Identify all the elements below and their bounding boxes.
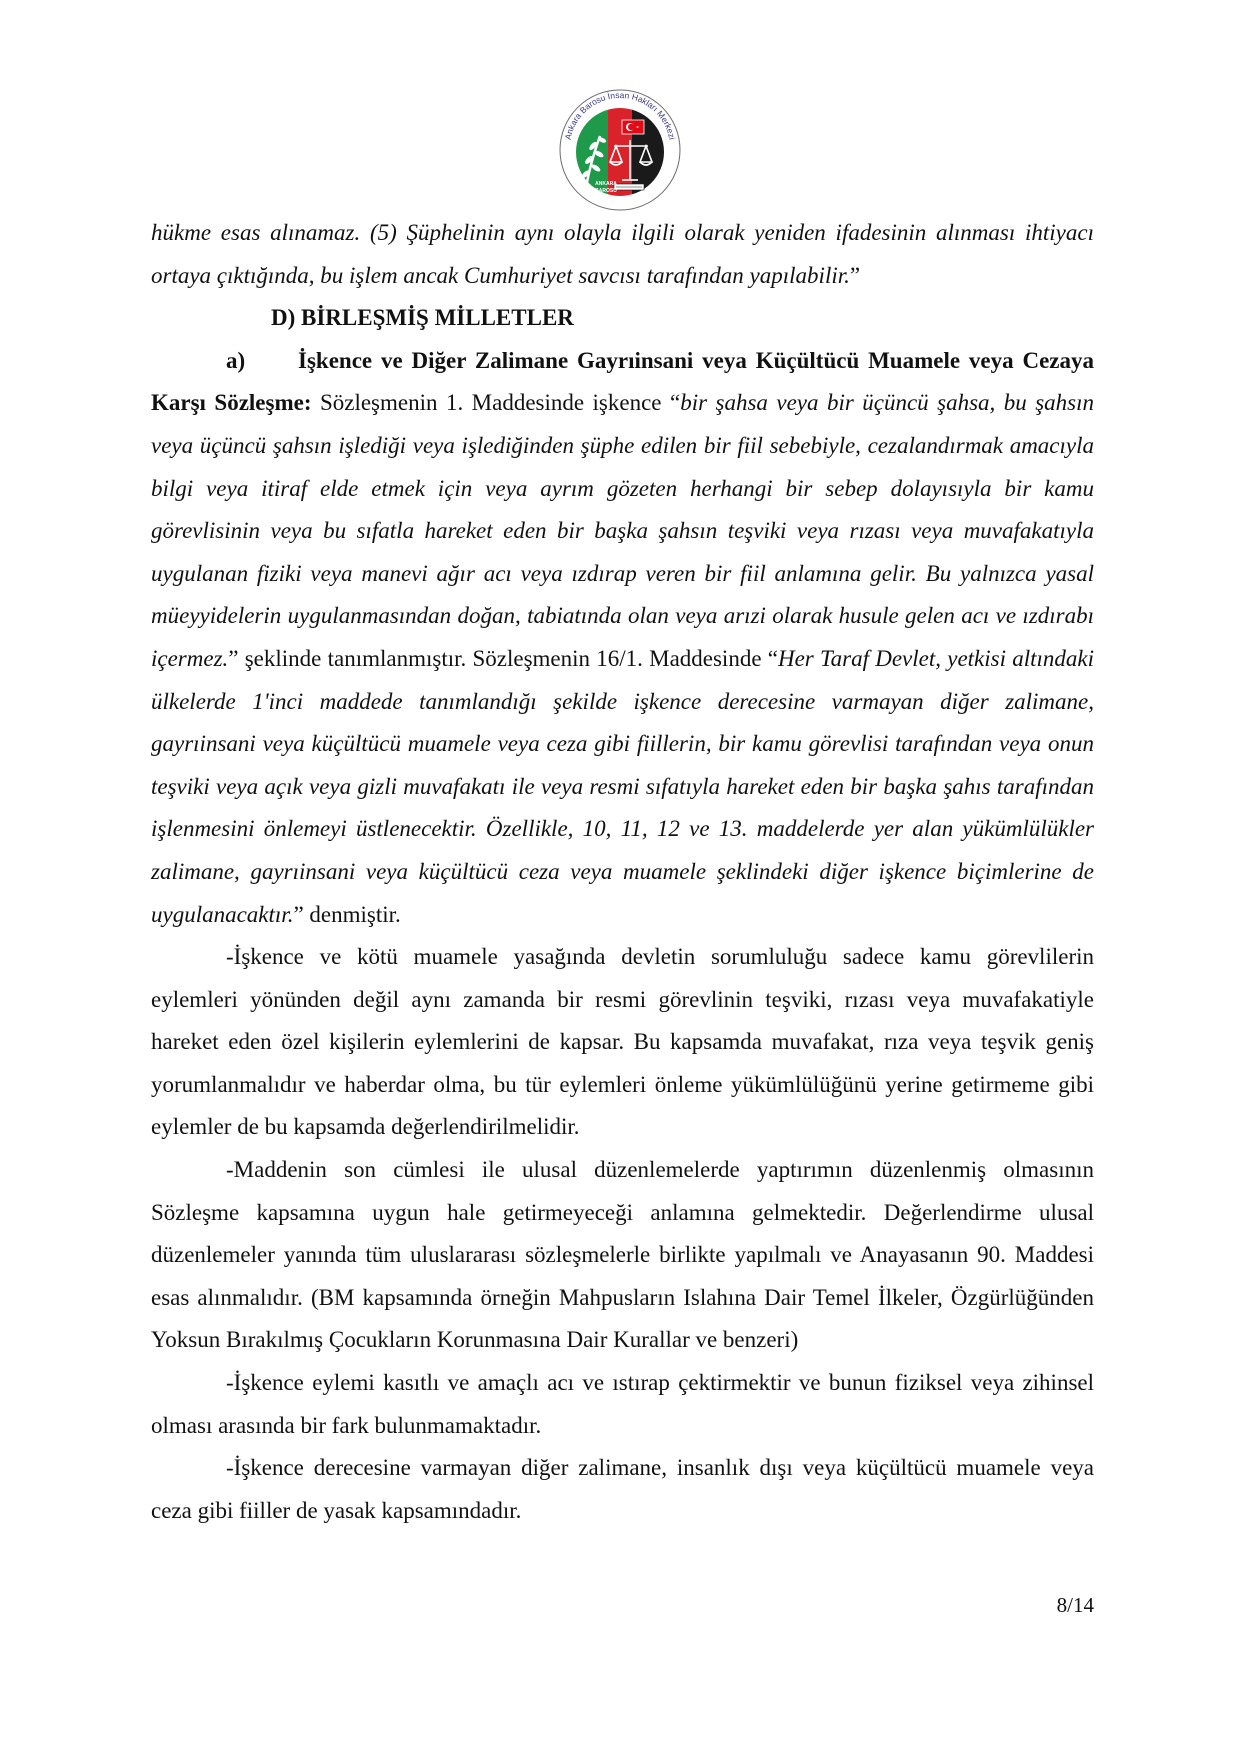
- article-1-quote: bir şahsa veya bir üçüncü şahsa, bu şahsın veya üçüncü şahsın işlediği veya işlediğinden şüphe edilen bir fiil sebebiyle, cezalandırmak amacıyla bilgi veya itiraf elde etmek için veya ayrım gözeten herhangi bir sebep dolayısıyla bir kamu görevlisinin veya bu sıfatla hareket eden bir başka şahsın teşviki veya rızası veya muvafakatıyla uygulanan fiziki veya manevi ağır acı veya ızdırap veren bir fiil anlamına gelir. Bu yalnızca yasal müeyyidelerin uygulanmasından doğan, tabiatında olan veya arızi olarak husule gelen acı ve ızdırabı içermez.: [151, 390, 1094, 671]
- closing-quote: ”: [849, 262, 861, 288]
- book-icon: [614, 184, 644, 190]
- paragraph-state-responsibility: -İşkence ve kötü muamele yasağında devletin sorumluluğu sadece kamu görevlilerin eylemleri yönünden değil aynı zamanda bir resmi görevlinin teşviki, rızası veya muvafakatiyle hareket eden özel kişilerin eylemlerini de kapsar. Bu kapsamda muvafakat, rıza veya teşvik geniş yorumlanmalıdır ve haberdar olma, bu tür eylemleri önleme yükümlülüğünü yerine getirmeme gibi eylemler de bu kapsamda değerlendirilmelidir.: [151, 944, 1094, 1140]
- item-middle: ” şeklinde tanımlanmıştır. Sözleşmenin 16/1. Maddesinde “: [228, 645, 778, 671]
- item-intro: Sözleşmenin 1. Maddesinde işkence “: [311, 390, 681, 416]
- quoted-text: hükme esas alınamaz. (5) Şüphelinin aynı olayla ilgili olarak yeniden ifadesinin alınması ihtiyacı ortaya çıktığında, bu işlem ancak Cumhuriyet savcısı tarafından yapılabilir.: [151, 220, 1094, 288]
- convention-title: İşkence ve Diğer Zalimane Gayrıinsani veya Küçültücü Muamele veya Cezaya Karşı Sözleşme:: [151, 347, 1094, 416]
- list-item-a: [151, 340, 1094, 936]
- logo-arc-text: Ankara Barosu İnsan Hakları Merkezi: [562, 89, 678, 141]
- paragraph-other-acts: -İşkence derecesine varmayan diğer zalimane, insanlık dışı veya küçültücü muamele veya ceza gibi fiiller de yasak kapsamındadır.: [151, 1455, 1094, 1523]
- article-16-quote: Her Taraf Devlet, yetkisi altındaki ülkelerde 1'inci maddede tanımlandığı şekilde işkence derecesine varmayan diğer zalimane, gayrıinsani veya küçültücü muamele veya ceza gibi fiillerin, bir kamu görevlisi tarafından veya onun teşviki veya açık veya gizli muvafakatı ile veya resmi sıfatıyla hareket eden bir başka şahıs tarafından işlenmesini önlemeyi üstlenecektir. Özellikle, 10, 11, 12 ve 13. maddelerde yer alan yükümlülükler zalimane, gayrıinsani veya küçültücü ceza veya muamele şeklindeki diğer işkence biçimlerine de uygulanacaktır.: [151, 645, 1094, 927]
- paragraph-national-regulations: -Maddenin son cümlesi ile ulusal düzenlemelerde yaptırımın düzenlenmiş olmasının Sözleşme kapsamına uygun hale getirmeyeceği anlamına gelmektedir. Değerlendirme ulusal düzenlemeler yanında tüm uluslararası sözleşmelerle birlikte yapılmalı ve Anayasanın 90. Maddesi esas alınmalıdır. (BM kapsamında örneğin Mahpusların Islahına Dair Temel İlkeler, Özgürlüğünden Yoksun Bırakılmış Çocukların Korunmasına Dair Kurallar ve benzeri): [151, 1157, 1094, 1353]
- paragraph-intent: -İşkence eylemi kasıtlı ve amaçlı acı ve ıstırap çektirmektir ve bunun fiziksel veya zihinsel olması arasında bir fark bulunmamaktadır.: [151, 1370, 1094, 1438]
- document-body: [151, 212, 1094, 1532]
- item-end: ” denmiştir.: [293, 901, 401, 927]
- turkish-flag-icon: [622, 120, 644, 134]
- logo-name-line2: BAROSU: [595, 188, 617, 194]
- page-number: 8/14: [1056, 1593, 1094, 1617]
- logo-name-line1: ANKARA: [595, 181, 617, 187]
- paragraph-continuation: [151, 212, 1094, 297]
- section-heading: D) BİRLEŞMİŞ MİLLETLER: [271, 305, 574, 331]
- list-item-label: a): [226, 347, 246, 373]
- ankara-bar-human-rights-center-logo: [556, 84, 684, 214]
